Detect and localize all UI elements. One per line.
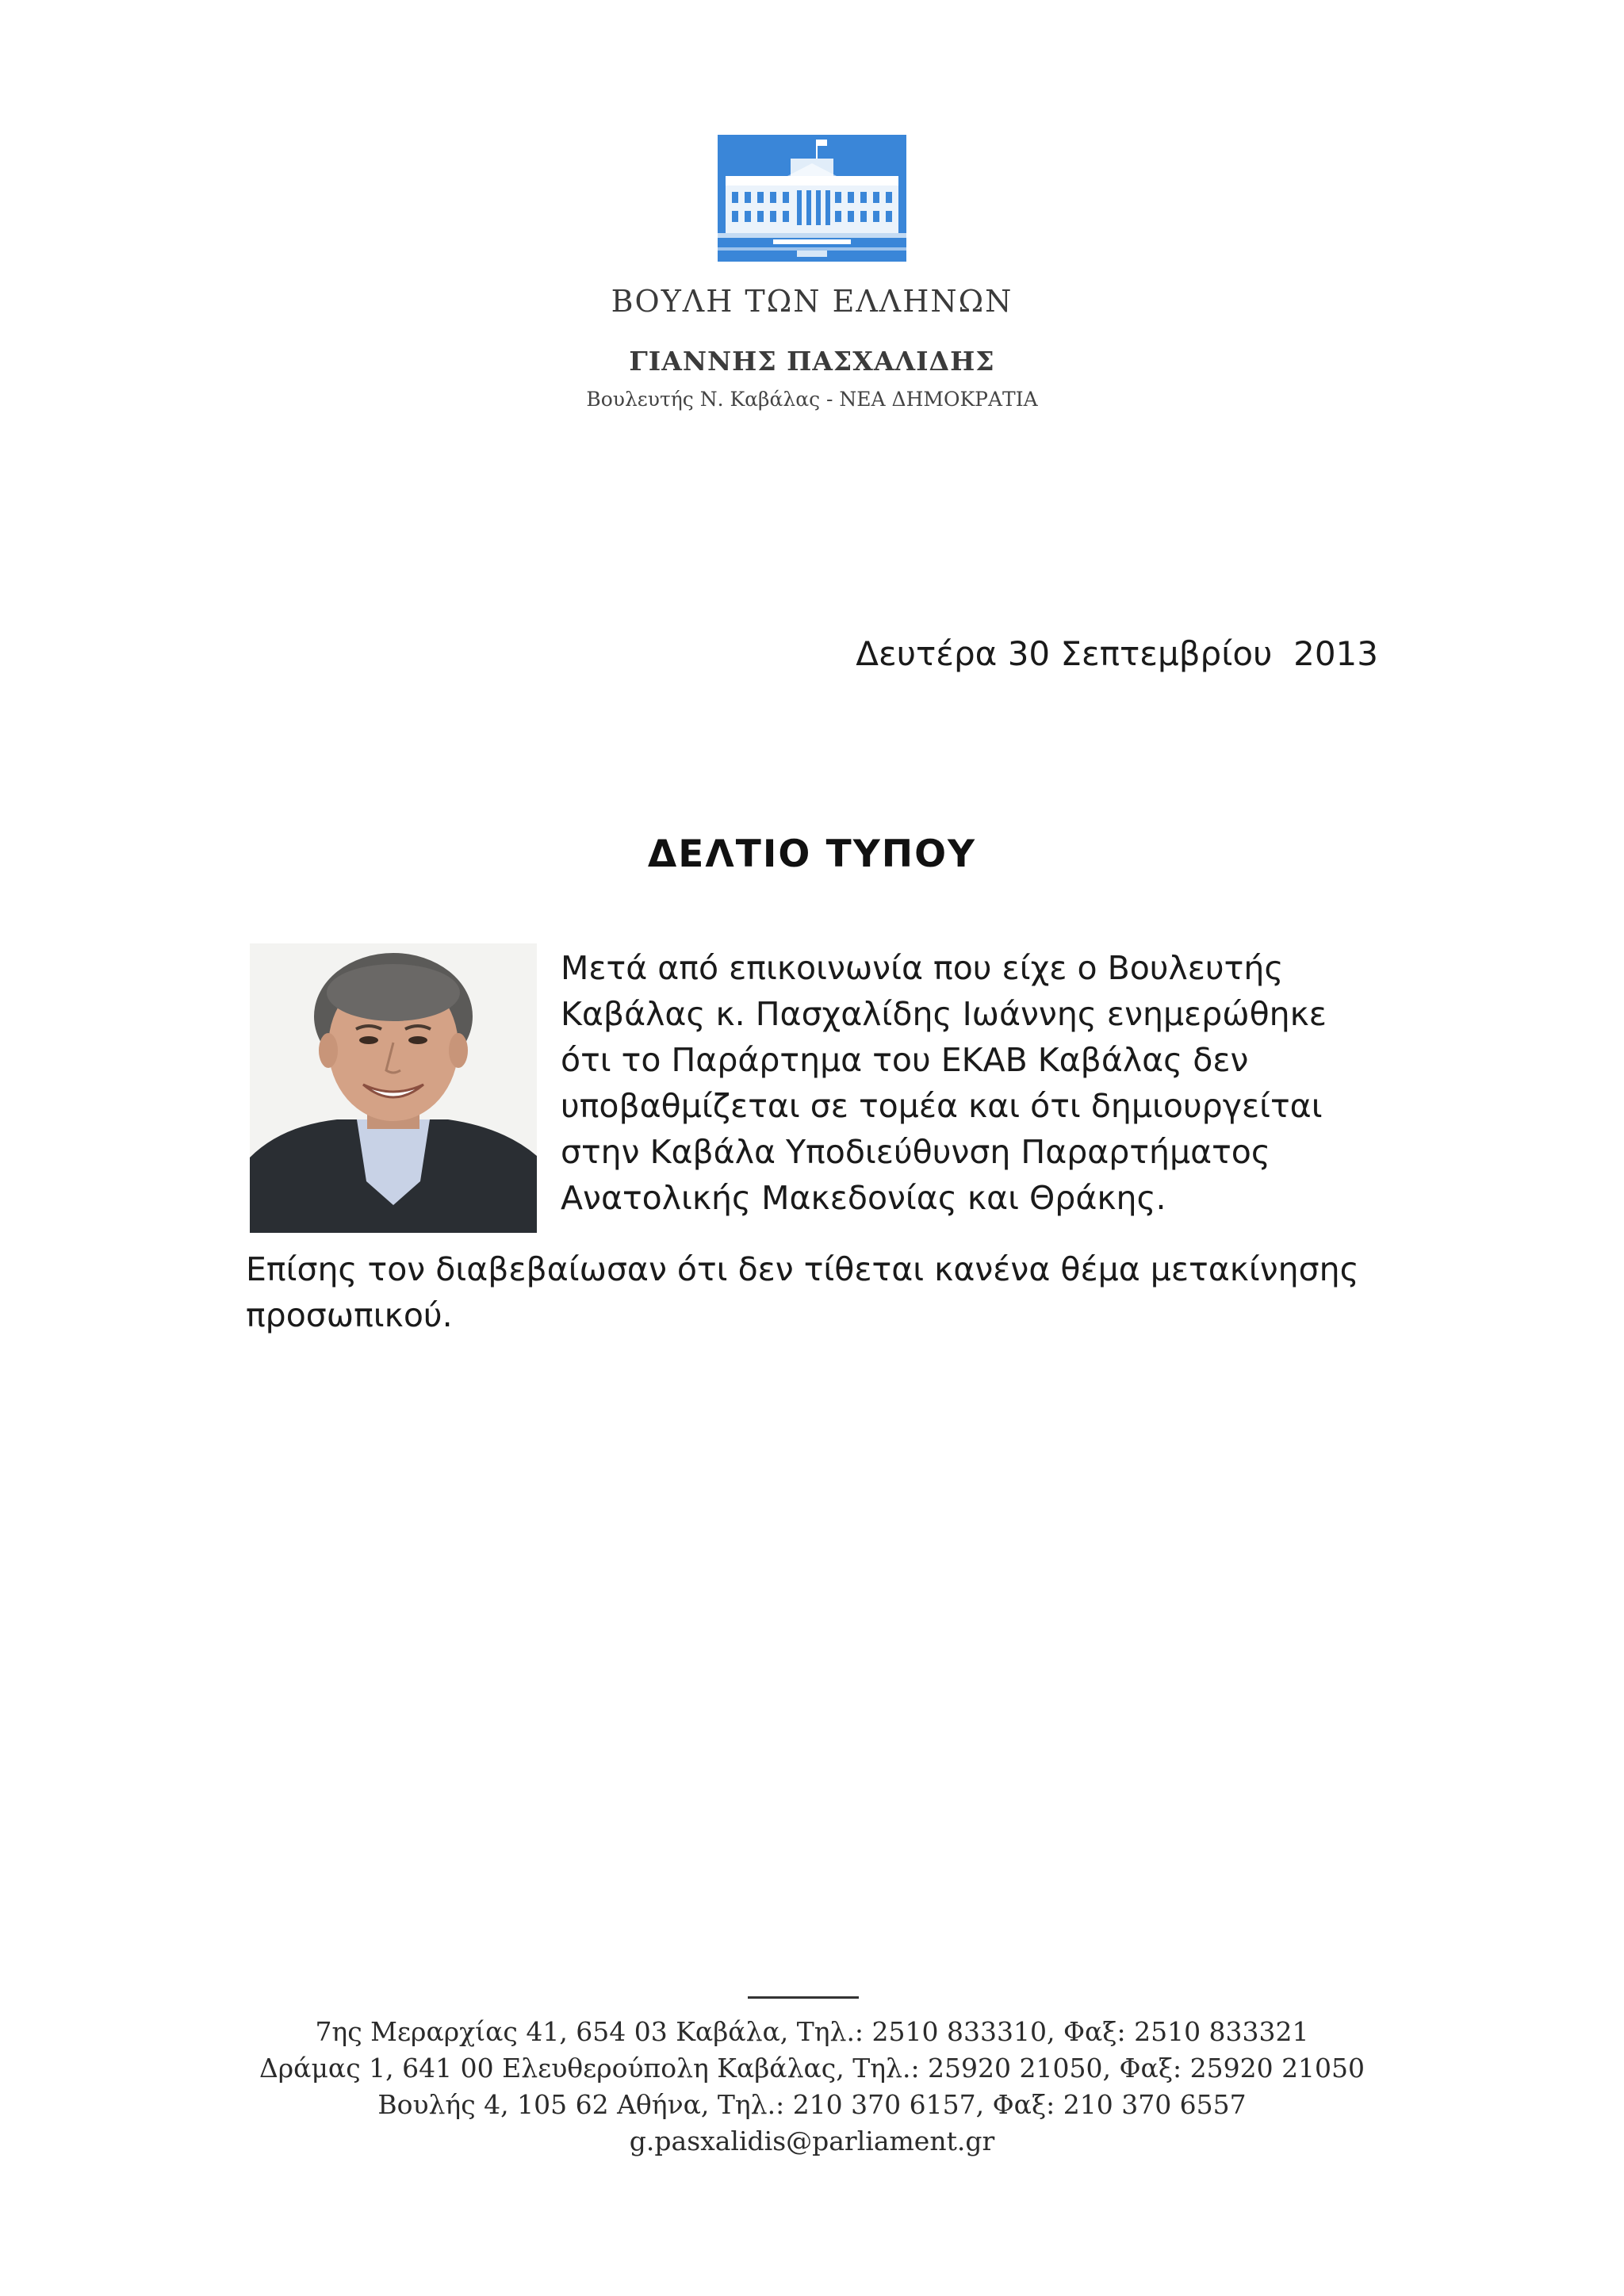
- body-line: Ανατολικής Μακεδονίας και Θράκης.: [561, 1179, 1166, 1217]
- body-paragraph-2: [246, 1246, 1396, 1338]
- footer-divider: [748, 1996, 859, 1999]
- footer-address-athens: Βουλής 4, 105 62 Αθήνα, Τηλ.: 210 370 6157, Φαξ: 210 370 6557: [377, 2089, 1247, 2120]
- footer-contacts: [0, 2014, 1624, 2160]
- body-line: στην Καβάλα Υποδιεύθυνση Παραρτήματος: [561, 1133, 1270, 1171]
- footer-address-eleftheroupoli: Δράμας 1, 641 00 Ελευθερούπολη Καβάλας, Τηλ.: 25920 21050, Φαξ: 25920 21050: [259, 2053, 1365, 2084]
- body-line: Καβάλας κ. Πασχαλίδης Ιωάννης ενημερώθηκε: [561, 995, 1327, 1033]
- institution-name: ΒΟΥΛΗ ΤΩΝ ΕΛΛΗΝΩΝ: [611, 284, 1013, 319]
- body-paragraph-1: [561, 945, 1393, 1221]
- document-date: Δευτέρα 30 Σεπτεμβρίου 2013: [856, 634, 1378, 673]
- document-title: ΔΕΛΤΙΟ ΤΥΠΟΥ: [647, 832, 977, 876]
- portrait-photo: [250, 943, 537, 1233]
- mp-role: Βουλευτής Ν. Καβάλας - ΝΕΑ ΔΗΜΟΚΡΑΤΙΑ: [586, 388, 1038, 411]
- body-line: προσωπικού.: [246, 1296, 453, 1334]
- body-line: υποβαθμίζεται σε τομέα και ότι δημιουργείται: [561, 1087, 1323, 1125]
- letterhead: [0, 135, 1624, 411]
- body-line: Μετά από επικοινωνία που είχε ο Βουλευτής: [561, 949, 1284, 987]
- body-line: Επίσης τον διαβεβαίωσαν ότι δεν τίθεται κανένα θέμα μετακίνησης: [246, 1250, 1359, 1288]
- parliament-building-icon: [718, 135, 906, 262]
- mp-name: ΓΙΑΝΝΗΣ ΠΑΣΧΑΛΙΔΗΣ: [629, 346, 995, 377]
- footer-address-kavala: 7ης Μεραρχίας 41, 654 03 Καβάλα, Τηλ.: 2510 833310, Φαξ: 2510 833321: [315, 2016, 1309, 2047]
- footer-email: g.pasxalidis@parliament.gr: [629, 2126, 995, 2156]
- body-line: ότι το Παράρτημα του ΕΚΑΒ Καβάλας δεν: [561, 1041, 1249, 1079]
